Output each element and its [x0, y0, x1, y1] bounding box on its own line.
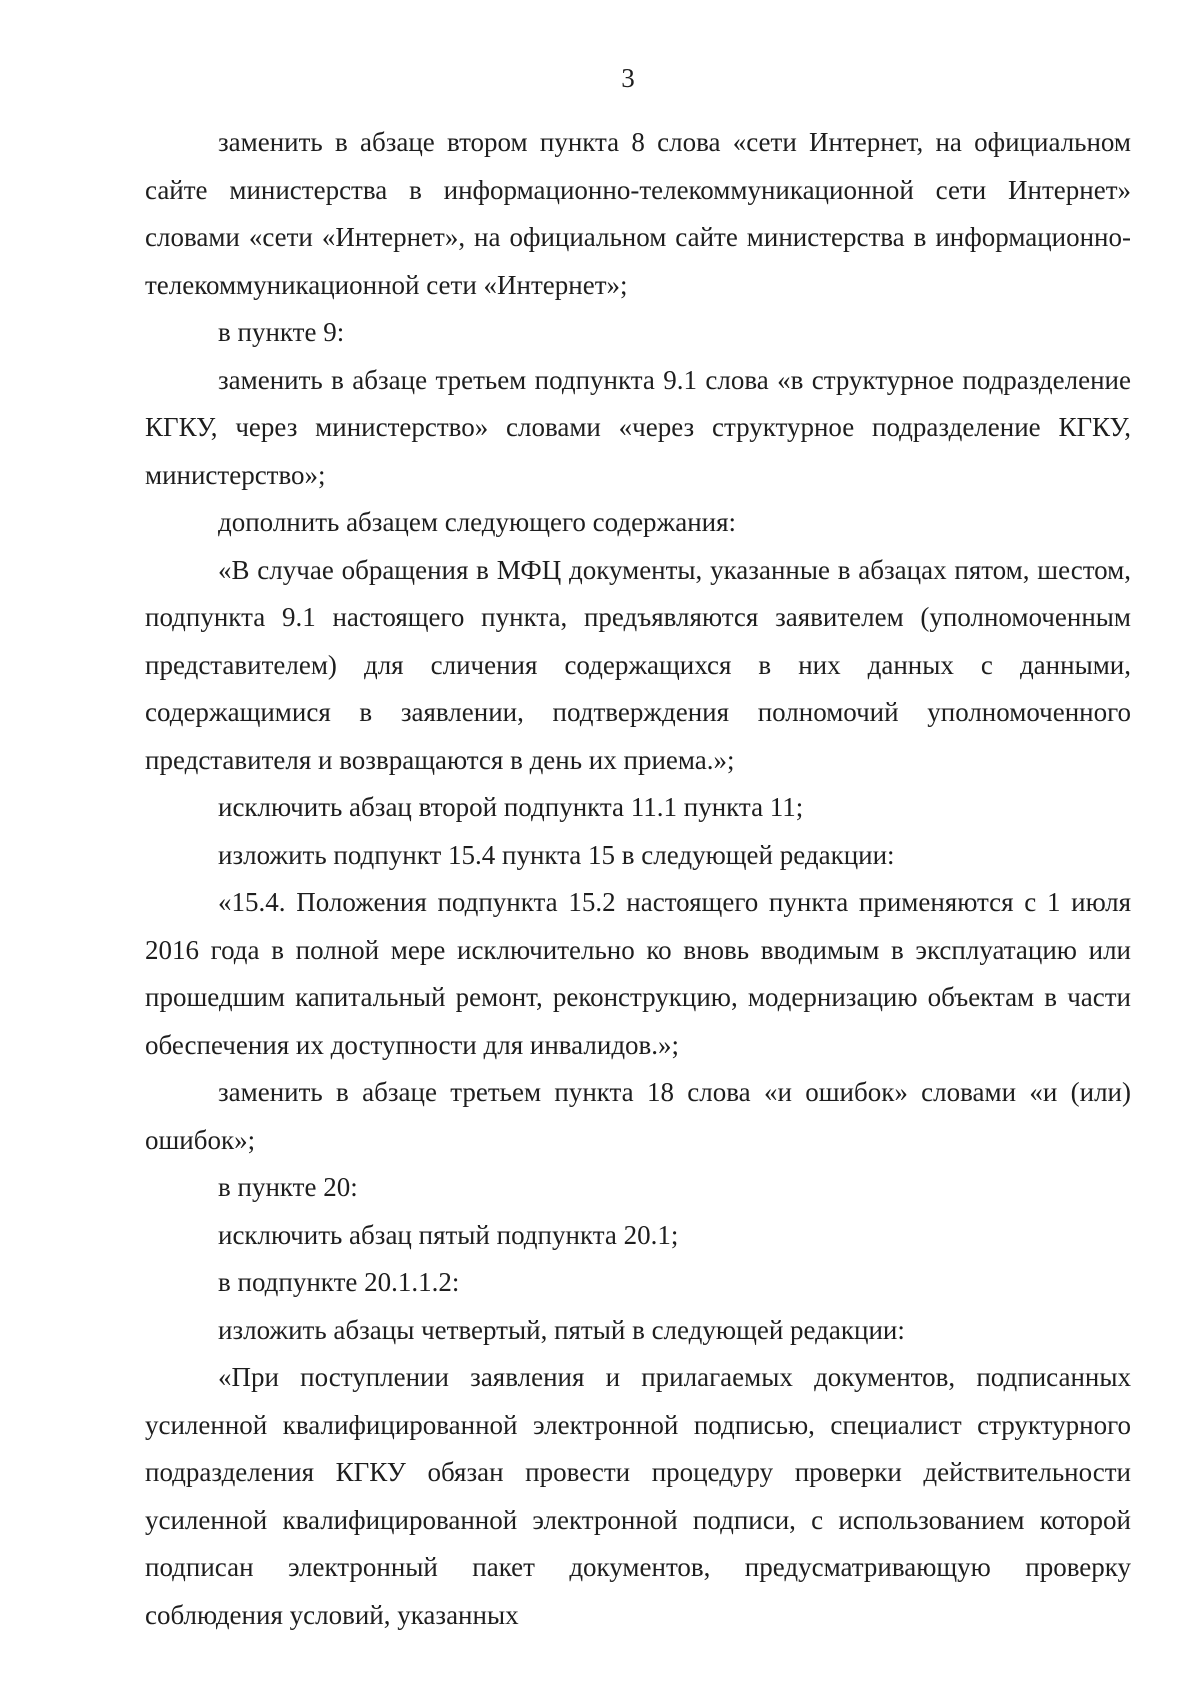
- paragraph: изложить подпункт 15.4 пункта 15 в следующей редакции:: [218, 839, 895, 870]
- paragraph: в пункте 20:: [218, 1172, 358, 1202]
- paragraph: исключить абзац второй подпункта 11.1 пункта 11;: [218, 792, 804, 822]
- paragraph: в пункте 9:: [218, 317, 345, 347]
- paragraph: дополнить абзацем следующего содержания:: [218, 507, 737, 537]
- paragraph: исключить абзац пятый подпункта 20.1;: [218, 1219, 679, 1250]
- page-number: 3: [621, 63, 635, 93]
- paragraph: в подпункте 20.1.1.2:: [218, 1267, 460, 1297]
- paragraph: заменить в абзаце втором пункта 8 слова «сети Интернет, на официальном сайте министерства в информационно-телекоммуникационной сети Интернет» словами «сети «Интернет», на официальном сайте министерства в информационно-телекоммуникационной сети «Интернет»;: [145, 127, 1131, 300]
- paragraph: «15.4. Положения подпункта 15.2 настоящего пункта применяются с 1 июля 2016 года в полной мере исключительно ко вновь вводимым в эксплуатацию или прошедшим капитальный ремонт, реконструкцию, модернизацию объектам в части обеспечения их доступности для инвалидов.»;: [145, 887, 1131, 1060]
- paragraph: «При поступлении заявления и прилагаемых документов, подписанных усиленной квалифицированной электронной подписью, специалист структурного подразделения КГКУ обязан провести процедуру проверки действительности усиленной квалифицированной электронной подписи, с использованием которой подписан электронный пакет документов, предусматривающую проверку соблюдения условий, указанных: [145, 1362, 1131, 1630]
- document-body: [145, 119, 1131, 1639]
- paragraph: заменить в абзаце третьем пункта 18 слова «и ошибок» словами «и (или) ошибок»;: [145, 1077, 1131, 1155]
- paragraph: «В случае обращения в МФЦ документы, указанные в абзацах пятом, шестом, подпункта 9.1 настоящего пункта, предъявляются заявителем (уполномоченным представителем) для сличения содержащихся в них данных с данными, содержащимися в заявлении, подтверждения полномочий уполномоченного представителя и возвращаются в день их приема.»;: [145, 554, 1131, 775]
- paragraph: изложить абзацы четвертый, пятый в следующей редакции:: [218, 1314, 905, 1345]
- paragraph: заменить в абзаце третьем подпункта 9.1 слова «в структурное подразделение КГКУ, через министерство» словами «через структурное подразделение КГКУ, министерство»;: [145, 364, 1131, 490]
